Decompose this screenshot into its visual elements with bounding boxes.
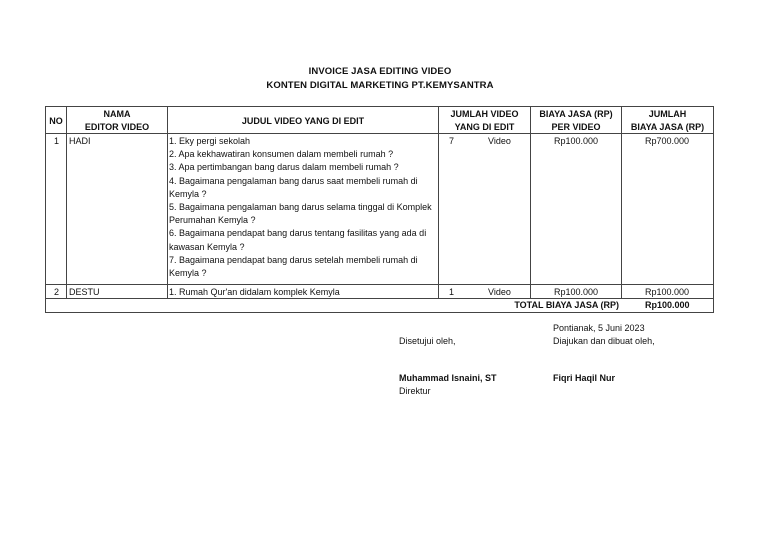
column-divider (438, 107, 439, 298)
header-jumlah-line2: YANG DI EDIT (454, 122, 515, 132)
column-divider (167, 107, 168, 298)
row1-qty: 7 (449, 136, 455, 146)
topic-item: 5. Bagaimana pengalaman bang darus selama tinggal di Komplek Perumahan Kemyla ? (169, 202, 432, 226)
submitter-name: Fiqri Haqil Nur (553, 373, 616, 383)
place-date: Pontianak, 5 Juni 2023 (553, 323, 645, 333)
topic-item: 7. Bagaimana pendapat bang darus setelah membeli rumah di Kemyla ? (169, 254, 418, 279)
row2-editor: DESTU (69, 287, 100, 297)
header-divider (46, 133, 713, 134)
header-judul: JUDUL VIDEO YANG DI EDIT (241, 116, 365, 126)
approver-name: Muhammad Isnaini, ST (399, 373, 497, 383)
invoice-subtitle: KONTEN DIGITAL MARKETING PT.KEMYSANTRA (266, 80, 494, 91)
row-divider (46, 284, 713, 285)
topic-item: 1. Eky pergi sekolah (169, 136, 251, 146)
row1-editor: HADI (69, 136, 91, 146)
total-divider (621, 298, 713, 299)
row1-unit: Video (488, 136, 511, 146)
header-total-line2: BIAYA JASA (RP) (630, 122, 705, 132)
topic-item: 4. Bagaimana pengalaman bang darus saat membeli rumah di Kemyla ? (169, 175, 418, 199)
row2-price: Rp100.000 (554, 287, 599, 297)
invoice-table (45, 106, 714, 313)
column-divider (530, 107, 531, 298)
total-value: Rp100.000 (645, 300, 690, 310)
header-editor-line2: EDITOR VIDEO (84, 122, 150, 132)
row2-topic: 1. Rumah Qur'an didalam komplek Kemyla (169, 287, 340, 297)
header-biaya-line1: BIAYA JASA (RP) (539, 109, 613, 119)
row-divider (46, 298, 713, 299)
header-total-line1: JUMLAH (648, 109, 687, 119)
invoice-title: INVOICE JASA EDITING VIDEO (308, 66, 452, 77)
row1-price: Rp100.000 (554, 136, 599, 146)
approved-label: Disetujui oleh, (399, 336, 456, 346)
row1-topic-list (169, 135, 434, 280)
total-label: TOTAL BIAYA JASA (RP) (514, 300, 619, 310)
row2-qty: 1 (449, 287, 455, 297)
header-biaya-line2: PER VIDEO (551, 122, 601, 132)
approver-title: Direktur (399, 386, 431, 396)
header-no: NO (49, 116, 63, 126)
submitted-label: Diajukan dan dibuat oleh, (553, 336, 655, 346)
header-jumlah-line1: JUMLAH VIDEO (450, 109, 519, 119)
header-editor-line1: NAMA (103, 109, 131, 119)
row2-no: 2 (54, 287, 60, 297)
row1-amount: Rp700.000 (645, 136, 690, 146)
topic-item: 6. Bagaimana pendapat bang darus tentang fasilitas yang ada di kawasan Kemyla ? (169, 228, 427, 252)
topic-item: 2. Apa kekhawatiran konsumen dalam membeli rumah ? (169, 149, 394, 160)
row2-amount: Rp100.000 (645, 287, 690, 297)
column-divider (621, 107, 622, 298)
column-divider (66, 107, 67, 298)
topic-item: 3. Apa pertimbangan bang darus dalam membeli rumah ? (169, 162, 399, 173)
row1-no: 1 (54, 136, 60, 146)
row2-unit: Video (488, 287, 511, 297)
